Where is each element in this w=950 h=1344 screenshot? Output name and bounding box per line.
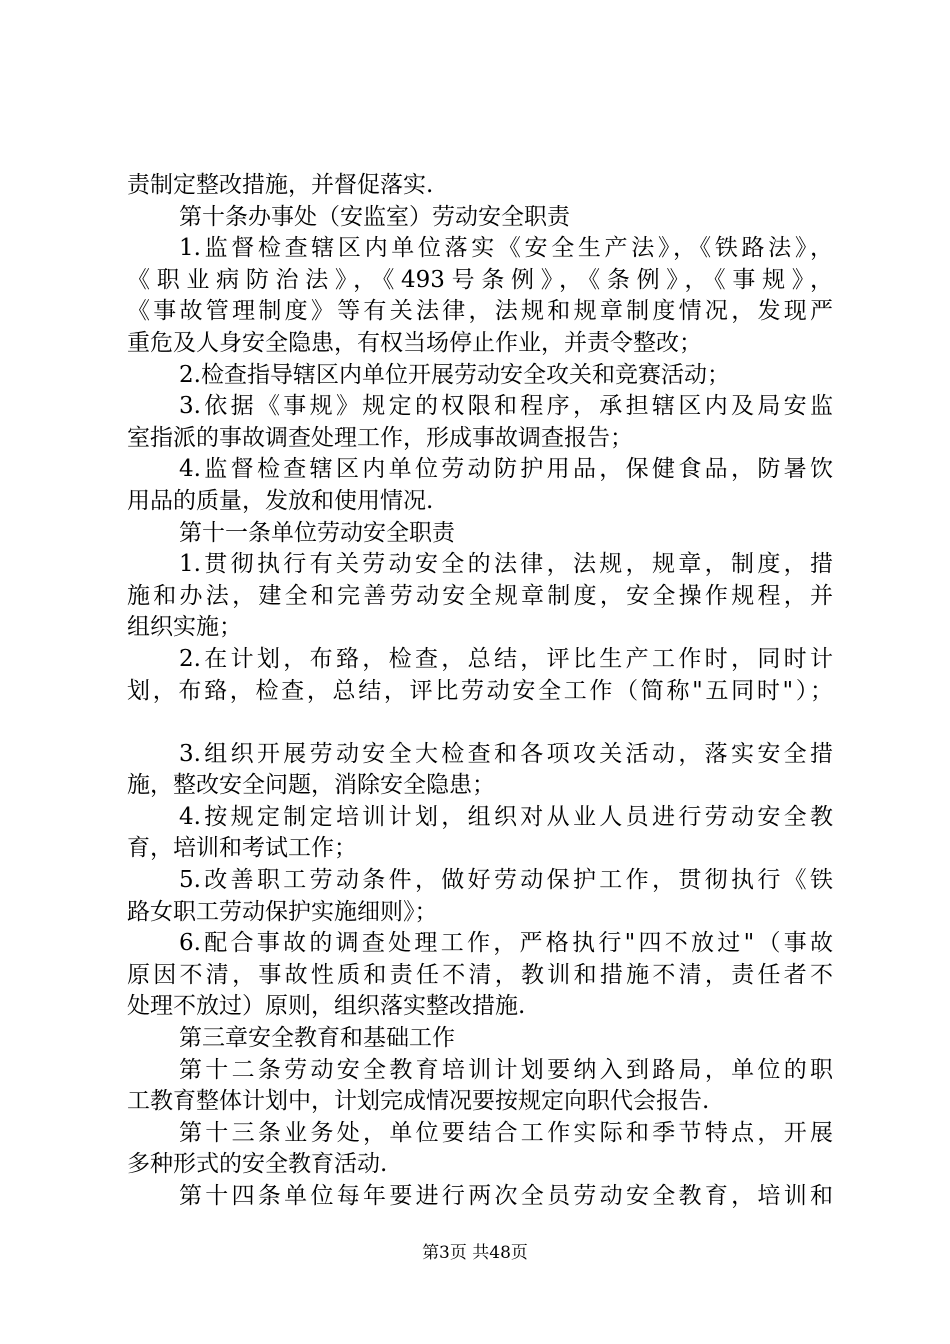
document-body <box>127 170 833 1213</box>
text-line: 第三章安全教育和基础工作 <box>179 1025 455 1052</box>
text-line: 3.依据《事规》规定的权限和程序，承担辖区内及局安监 <box>179 393 833 420</box>
text-line: 第十二条劳动安全教育培训计划要纳入到路局，单位的职 <box>179 1056 833 1083</box>
text-line: 施和办法，建全和完善劳动安全规章制度，安全操作规程，并 <box>127 582 833 609</box>
page-footer: 第3页 共48页 <box>422 1243 528 1263</box>
text-line: 第十三条业务处，单位要结合工作实际和季节特点，开展 <box>179 1119 833 1146</box>
text-line: 原因不清，事故性质和责任不清，教训和措施不清，责任者不 <box>127 961 833 988</box>
text-line: 第十四条单位每年要进行两次全员劳动安全教育，培训和 <box>179 1183 833 1209</box>
text-line: 组织实施； <box>127 614 242 641</box>
text-line: 用品的质量，发放和使用情况. <box>127 487 434 514</box>
text-line: 5.改善职工劳动条件，做好劳动保护工作，贯彻执行《铁 <box>179 867 833 894</box>
text-line: 第十一条单位劳动安全职责 <box>179 519 455 546</box>
text-line: 责制定整改措施，并督促落实. <box>127 172 434 198</box>
text-line: 《事故管理制度》等有关法律，法规和规章制度情况，发现严 <box>127 298 833 325</box>
text-line: 3.组织开展劳动安全大检查和各项攻关活动，落实安全措 <box>179 740 833 767</box>
text-line: 路女职工劳动保护实施细则》； <box>127 898 438 925</box>
text-line: 2.检查指导辖区内单位开展劳动安全攻关和竞赛活动； <box>179 361 730 388</box>
text-line: 育，培训和考试工作； <box>127 835 357 862</box>
text-line: 6.配合事故的调查处理工作，严格执行"四不放过"（事故 <box>179 930 833 957</box>
text-line: 2.在计划，布臵，检查，总结，评比生产工作时，同时计 <box>179 645 833 672</box>
text-line: 处理不放过）原则，组织落实整改措施. <box>127 993 526 1020</box>
text-line: 4.按规定制定培训计划，组织对从业人员进行劳动安全教 <box>179 803 833 830</box>
text-line: 重危及人身安全隐患，有权当场停止作业，并责令整改； <box>127 329 702 356</box>
text-line: 4.监督检查辖区内单位劳动防护用品，保健食品，防暑饮 <box>179 456 833 483</box>
text-line: 多种形式的安全教育活动. <box>127 1151 388 1178</box>
text-line: 施，整改安全问题，消除安全隐患； <box>127 772 495 799</box>
text-line: 第十条办事处（安监室）劳动安全职责 <box>179 203 570 230</box>
text-line: 《职业病防治法》，《493号条例》，《条例》，《事规》， <box>127 266 833 293</box>
text-line <box>127 707 833 739</box>
text-line: 工教育整体计划中，计划完成情况要按规定向职代会报告. <box>127 1088 710 1115</box>
text-line: 1.监督检查辖区内单位落实《安全生产法》，《铁路法》， <box>179 235 833 262</box>
text-line: 1.贯彻执行有关劳动安全的法律，法规，规章，制度，措 <box>179 551 833 578</box>
text-line: 划，布臵，检查，总结，评比劳动安全工作（简称"五同时"）； <box>127 677 833 704</box>
text-line: 室指派的事故调查处理工作，形成事故调查报告； <box>127 424 633 451</box>
